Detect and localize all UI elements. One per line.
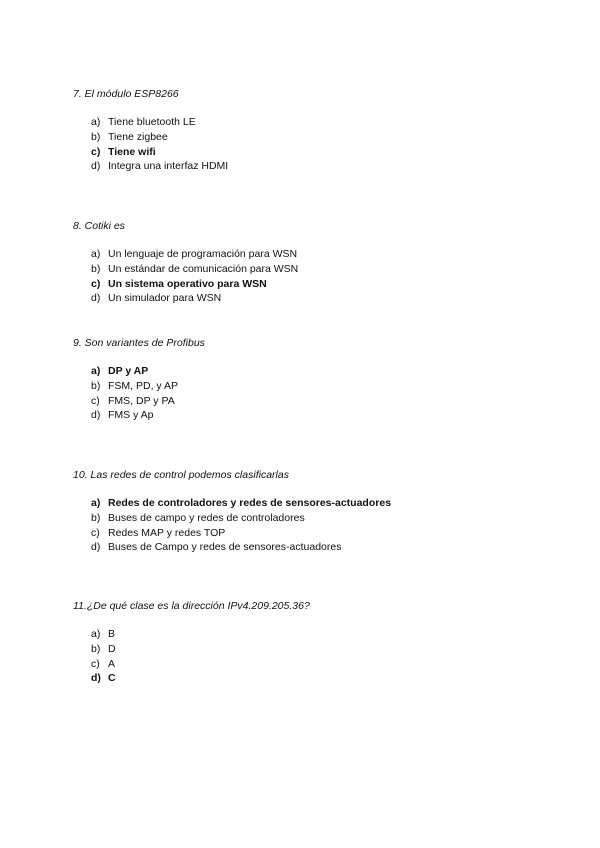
question-7 — [73, 87, 553, 174]
option-letter: d) — [91, 672, 101, 685]
option-letter: b) — [91, 379, 101, 392]
option-letter: c) — [91, 277, 101, 290]
option-list — [91, 247, 553, 306]
option-letter: d) — [91, 160, 101, 173]
option-letter: b) — [91, 262, 101, 275]
option-letter: c) — [91, 657, 100, 670]
option-letter: d) — [91, 409, 101, 422]
option-text: Redes de controladores y redes de sensores-actuadores — [108, 497, 392, 509]
option-letter: d) — [91, 292, 101, 305]
option-letter: b) — [91, 511, 101, 524]
option-c-correct — [91, 145, 553, 160]
option-text: Redes MAP y redes TOP — [108, 526, 226, 539]
option-text: Un sistema operativo para WSN — [108, 277, 267, 290]
option-text: C — [108, 672, 116, 685]
option-d-correct — [91, 671, 553, 686]
option-letter: a) — [91, 248, 101, 260]
option-text: Tiene bluetooth LE — [108, 116, 196, 128]
option-list — [91, 364, 553, 423]
option-b — [91, 262, 553, 277]
option-list — [91, 115, 553, 174]
option-list — [91, 496, 553, 555]
option-text: Tiene wifi — [108, 145, 156, 158]
option-text: FSM, PD, y AP — [108, 379, 179, 392]
option-letter: c) — [91, 394, 100, 407]
question-title: 11.¿De qué clase es la dirección IPv4.209.205.36? — [73, 600, 310, 612]
option-text: B — [108, 628, 116, 640]
question-title: 10. Las redes de control podemos clasificarlas — [73, 469, 289, 481]
option-c — [91, 526, 553, 541]
option-b — [91, 130, 553, 145]
option-list — [91, 627, 553, 686]
option-a — [91, 115, 553, 130]
option-text: A — [108, 657, 116, 670]
option-d — [91, 540, 553, 555]
option-letter: a) — [91, 628, 101, 640]
option-b — [91, 511, 553, 526]
option-a-correct — [91, 364, 553, 379]
option-letter: b) — [91, 642, 101, 655]
option-text: D — [108, 642, 116, 655]
option-text: FMS, DP y PA — [108, 394, 175, 407]
option-text: Buses de campo y redes de controladores — [108, 511, 305, 524]
option-letter: a) — [91, 365, 101, 377]
option-a — [91, 627, 553, 642]
question-9 — [73, 336, 553, 423]
option-letter: a) — [91, 116, 101, 128]
question-11 — [73, 599, 553, 686]
option-text: Un estándar de comunicación para WSN — [108, 262, 299, 275]
option-text: Un lenguaje de programación para WSN — [108, 248, 298, 260]
option-b — [91, 642, 553, 657]
question-title: 9. Son variantes de Profibus — [73, 337, 205, 349]
question-title: 7. El módulo ESP8266 — [73, 88, 179, 100]
option-b — [91, 379, 553, 394]
option-a — [91, 247, 553, 262]
question-title: 8. Cotiki es — [73, 220, 125, 232]
option-c-correct — [91, 277, 553, 292]
question-8 — [73, 219, 553, 306]
option-letter: d) — [91, 541, 101, 554]
option-letter: c) — [91, 526, 100, 539]
option-letter: b) — [91, 130, 101, 143]
option-text: Integra una interfaz HDMI — [108, 160, 229, 173]
option-a-correct — [91, 496, 553, 511]
option-letter: a) — [91, 497, 101, 509]
question-10 — [73, 468, 553, 555]
option-d — [91, 159, 553, 174]
option-c — [91, 394, 553, 409]
option-text: FMS y Ap — [108, 409, 154, 422]
option-text: DP y AP — [108, 365, 149, 377]
option-d — [91, 408, 553, 423]
option-text: Tiene zigbee — [108, 130, 168, 143]
option-text: Buses de Campo y redes de sensores-actuadores — [108, 541, 342, 554]
option-c — [91, 657, 553, 672]
option-text: Un simulador para WSN — [108, 292, 222, 305]
option-d — [91, 291, 553, 306]
option-letter: c) — [91, 145, 101, 158]
